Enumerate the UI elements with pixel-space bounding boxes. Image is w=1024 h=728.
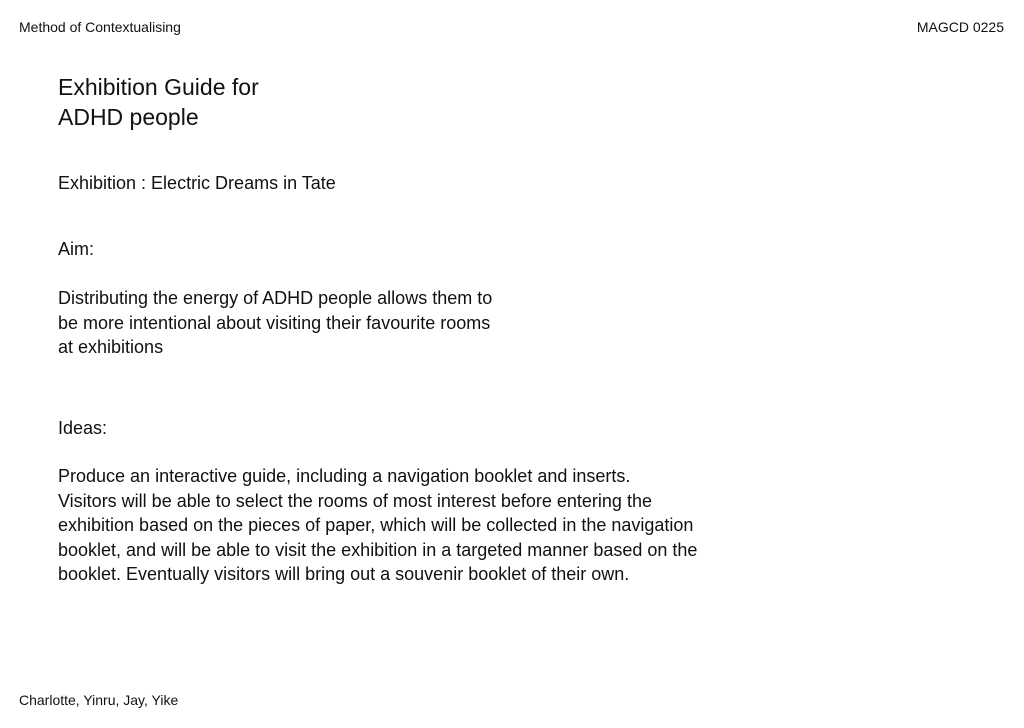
exhibition-name: Exhibition : Electric Dreams in Tate	[58, 173, 336, 193]
aim-line-1: Distributing the energy of ADHD people allows them to	[58, 288, 493, 308]
aim-line-3: at exhibitions	[58, 337, 164, 357]
ideas-line-5: booklet. Eventually visitors will bring out a souvenir booklet of their own.	[58, 564, 630, 584]
page-title	[58, 72, 858, 132]
aim-heading: Aim:	[58, 239, 94, 259]
ideas-heading: Ideas:	[58, 418, 108, 438]
course-title: Method of Contextualising	[19, 19, 181, 35]
ideas-paragraph	[58, 464, 818, 587]
authors-credit: Charlotte, Yinru, Jay, Yike	[19, 692, 179, 708]
document-body	[58, 72, 858, 584]
ideas-line-2: Visitors will be able to select the rooms of most interest before entering the	[58, 490, 652, 511]
title-line-2: ADHD people	[58, 104, 199, 130]
aim-line-2: be more intentional about visiting their favourite rooms	[58, 312, 491, 333]
ideas-line-1: Produce an interactive guide, including a navigation booklet and inserts.	[58, 466, 631, 486]
ideas-line-3: exhibition based on the pieces of paper, which will be collected in the navigation	[58, 515, 694, 535]
title-line-1: Exhibition Guide for	[58, 74, 259, 100]
course-code: MAGCD 0225	[916, 19, 1004, 35]
aim-paragraph	[58, 286, 578, 360]
ideas-line-4: booklet, and will be able to visit the exhibition in a targeted manner based on the	[58, 539, 698, 560]
